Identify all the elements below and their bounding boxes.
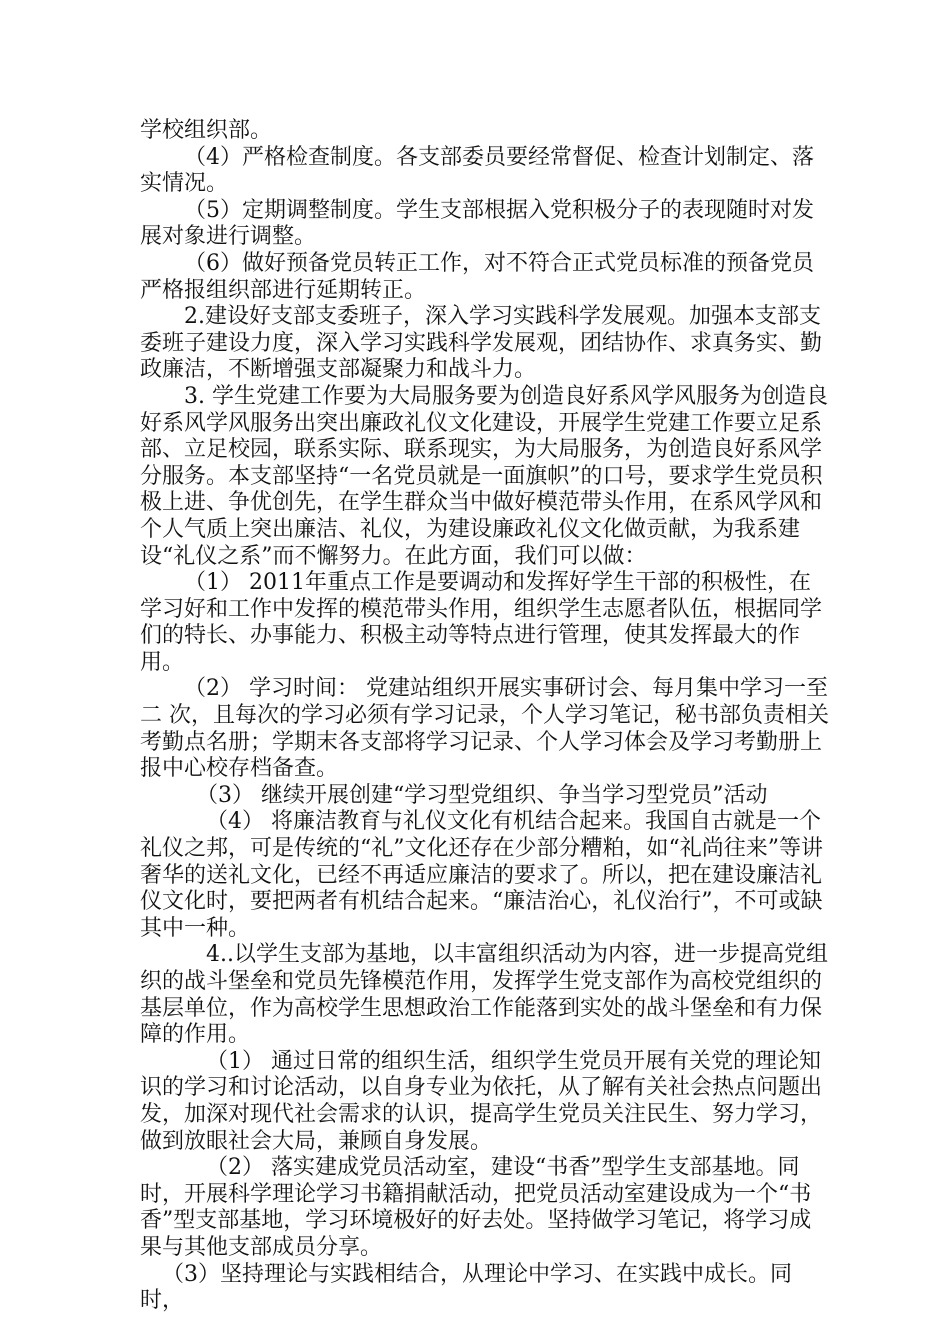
paragraph: 2.建设好支部支委班子，深入学习实践科学发展观。加强本支部支委班子建设力度，深入学习实践科学发展观，团结协作、求真务实、勤政廉洁，不断增强支部凝聚力和战斗力。 bbox=[140, 304, 823, 383]
paragraph: （2） 学习时间： 党建站组织开展实事研讨会、每月集中学习一至二 次，且每次的学习必须有学习记录，个人学习笔记，秘书部负责相关考勤点名册；学期末各支部将学习记录、个人学习体会及学习考勤册上报中心校存档备查。 bbox=[140, 676, 829, 782]
paragraph: （1） 2011年重点工作是要调动和发挥好学生干部的积极性，在学习好和工作中发挥的模范带头作用，组织学生志愿者队伍，根据同学们的特长、办事能力、积极主动等特点进行管理，使其发挥最大的作用。 bbox=[140, 570, 823, 675]
paragraph: 学校组织部。 bbox=[140, 118, 273, 143]
paragraph: （4） 将廉洁教育与礼仪文化有机结合起来。我国自古就是一个礼仪之邦，可是传统的“礼”文化还存在少部分糟粕，如“礼尚往来”等讲奢华的送礼文化，已经不再适应廉洁的要求了。所以，把在建设廉洁礼仪文化时，要把两者有机结合起来。“廉洁治心，礼仪治行”，不可或缺其中一种。 bbox=[140, 809, 823, 941]
paragraph: （1） 通过日常的组织生活，组织学生党员开展有关党的理论知识的学习和讨论活动，以自身专业为依托，从了解有关社会热点问题出发，加深对现代社会需求的认识，提高学生党员关注民生、努力学习，做到放眼社会大局，兼顾自身发展。 bbox=[140, 1048, 823, 1154]
paragraph: （3） 继续开展创建“学习型党组织、争当学习型党员”活动 bbox=[196, 782, 768, 808]
paragraph: 4..以学生支部为基地，以丰富组织活动为内容，进一步提高党组织的战斗堡垒和党员先锋模范作用，发挥学生党支部作为高校党组织的基层单位，作为高校学生思想政治工作能落到实处的战斗堡垒和有力保障的作用。 bbox=[140, 942, 828, 1048]
paragraph: 3. 学生党建工作要为大局服务要为创造良好系风学风服务为创造良好系风学风服务出突出廉政礼仪文化建设，开展学生党建工作要立足系部、立足校园，联系实际、联系现实，为大局服务，为创造良好系风学分服务。本支部坚持“一名党员就是一面旗帜”的口号，要求学生党员积极上进、争优创先，在学生群众当中做好模范带头作用，在系风学风和个人气质上突出廉洁、礼仪，为建设廉政礼仪文化做贡献，为我系建设“礼仪之系”而不懈努力。在此方面，我们可以做： bbox=[140, 383, 828, 569]
paragraph: （6）做好预备党员转正工作，对不符合正式党员标准的预备党员严格报组织部进行延期转正。 bbox=[140, 250, 814, 303]
paragraph: （5）定期调整制度。学生支部根据入党积极分子的表现随时对发展对象进行调整。 bbox=[140, 197, 814, 250]
document-body bbox=[140, 118, 830, 1315]
paragraph: （4）严格检查制度。各支部委员要经常督促、检查计划制定、落实情况。 bbox=[140, 144, 814, 197]
paragraph: （2） 落实建成党员活动室，建设“书香”型学生支部基地。同时，开展科学理论学习书籍捐献活动，把党员活动室建设成为一个“书香”型支部基地，学习环境极好的好去处。坚持做学习笔记，将学习成果与其他支部成员分享。 bbox=[140, 1155, 812, 1260]
paragraph: （3）坚持理论与实践相结合，从理论中学习、在实践中成长。同时， bbox=[140, 1261, 792, 1314]
